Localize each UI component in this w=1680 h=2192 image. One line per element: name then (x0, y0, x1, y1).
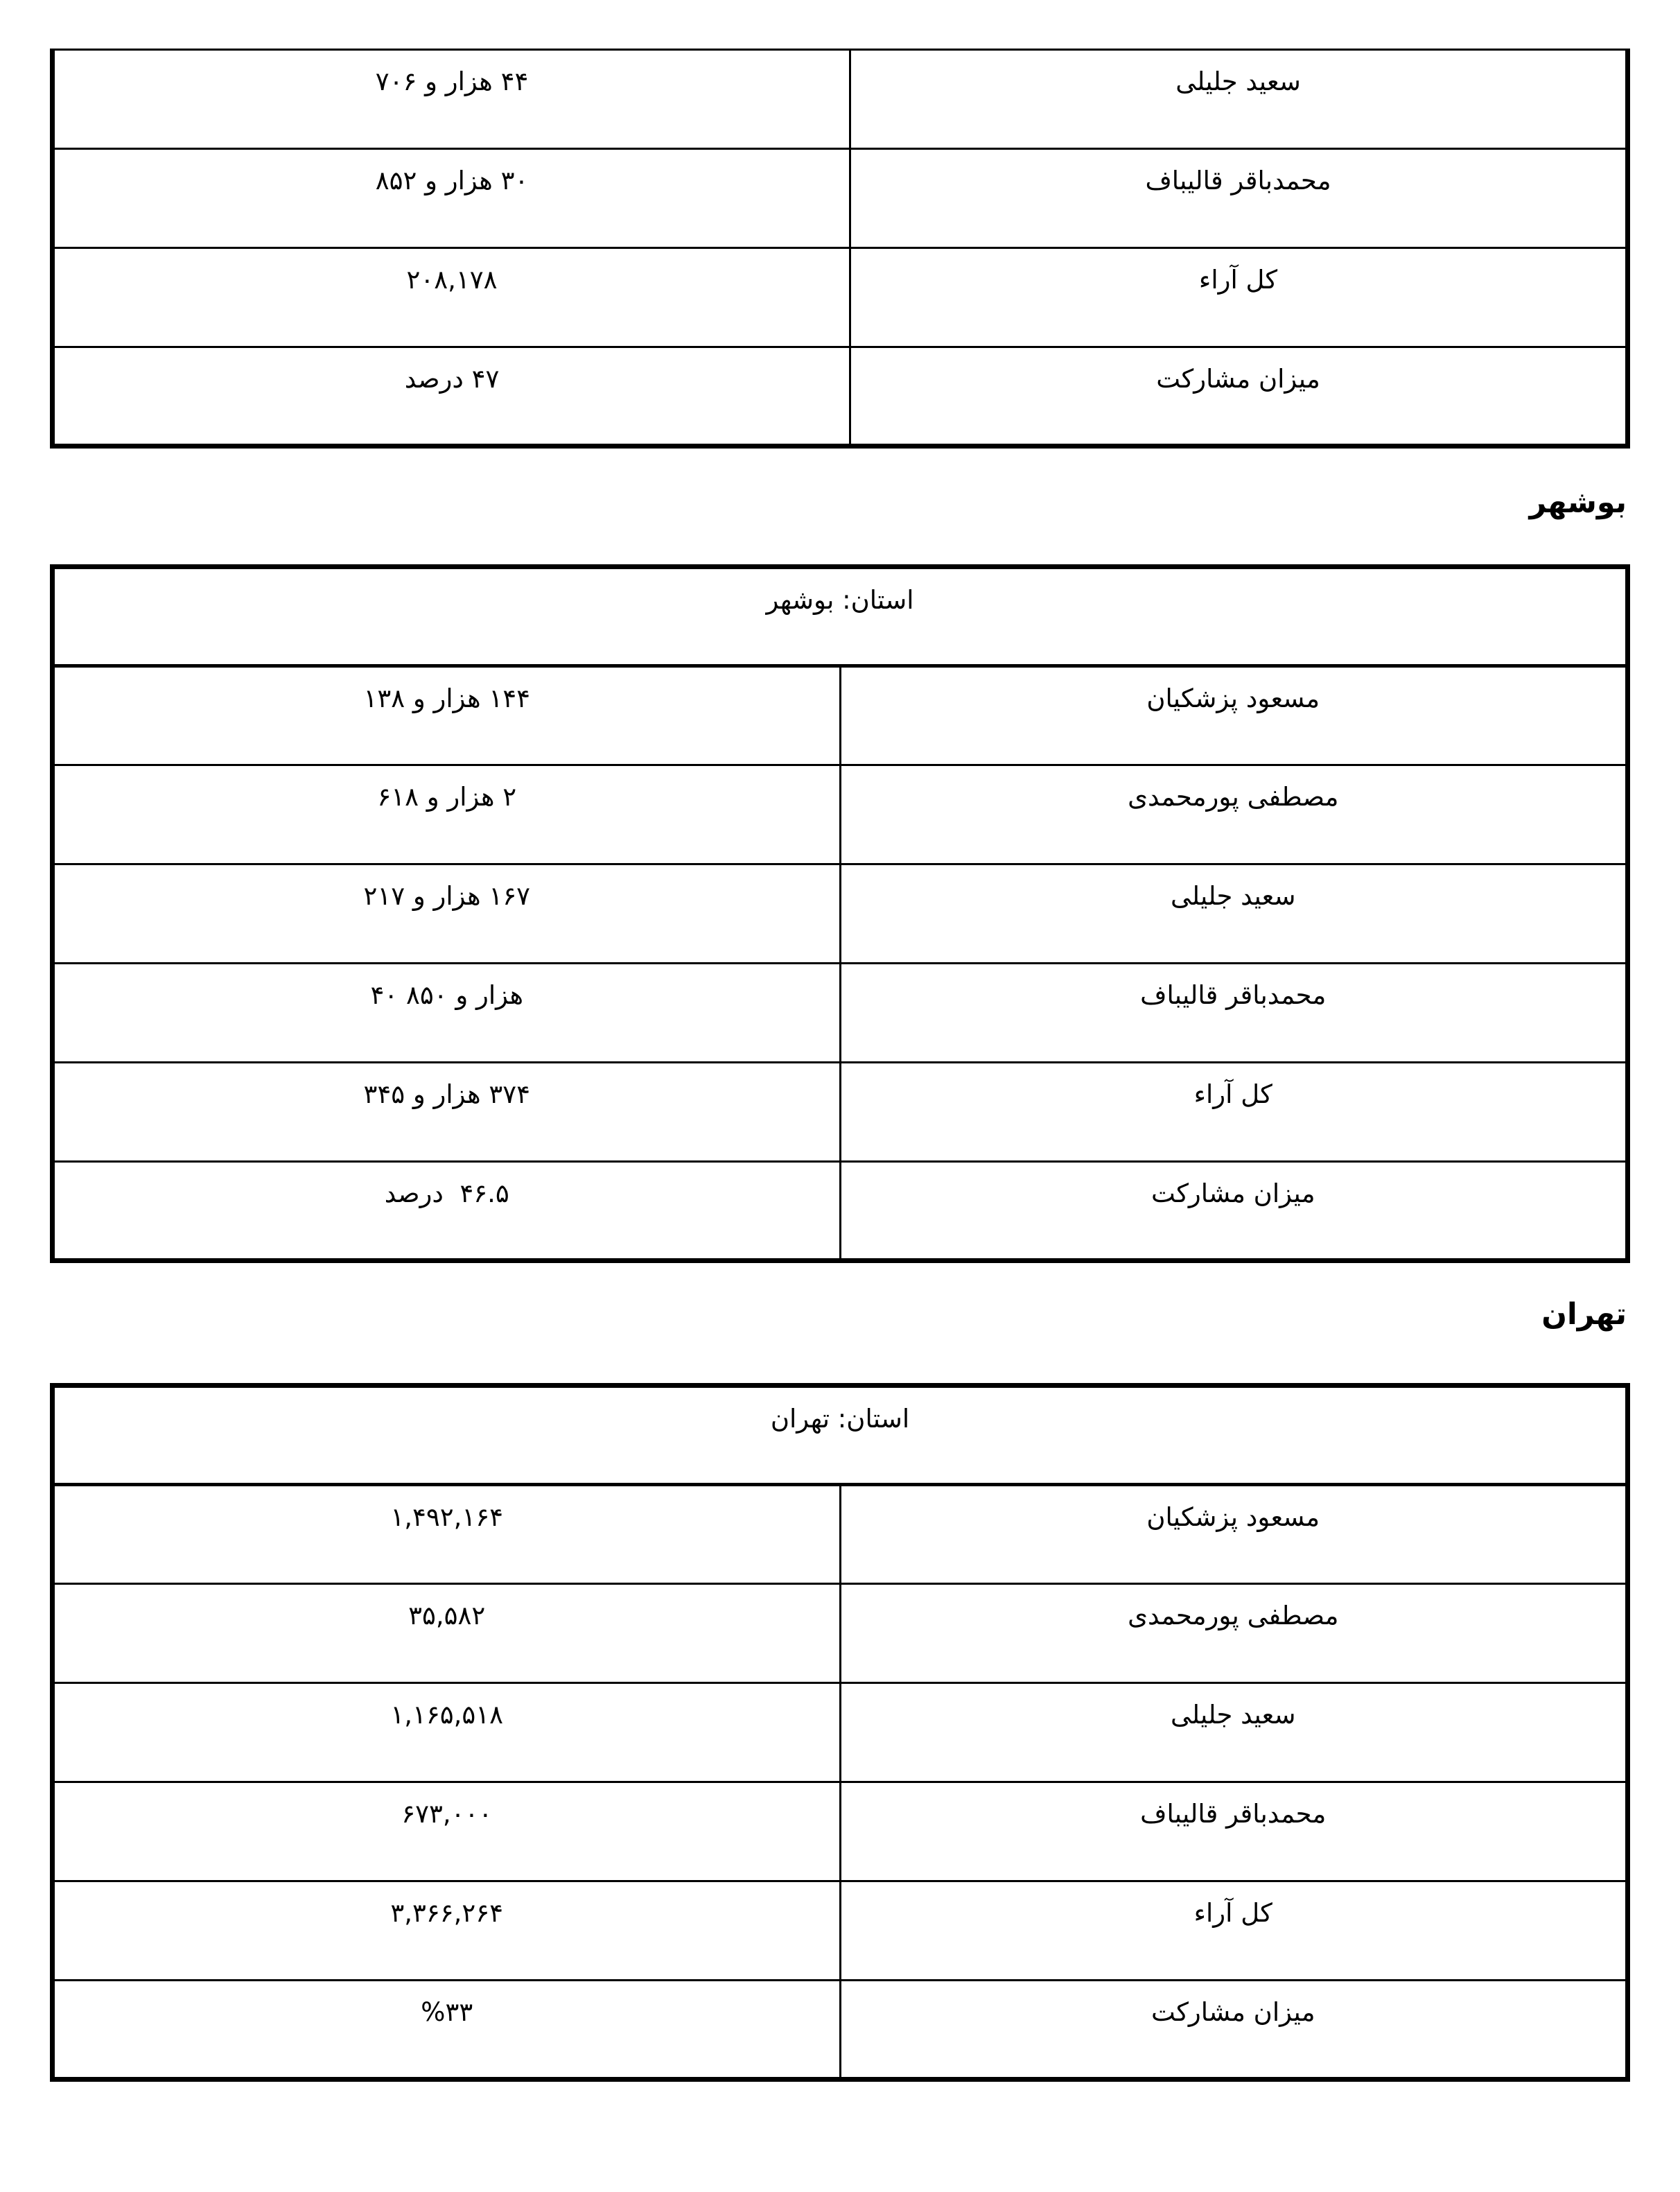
row-value-cell: ۶۷۳,۰۰۰ (53, 1782, 841, 1881)
table-title-cell: استان: تهران (53, 1385, 1628, 1484)
row-label-cell: میزان مشارکت (840, 1162, 1628, 1261)
row-value-cell: ۳۰ هزار و ۸۵۲ (53, 149, 850, 248)
row-label-cell: سعید جلیلی (840, 1682, 1628, 1782)
row-label-cell: سعید جلیلی (850, 50, 1628, 149)
row-value-cell: ۳,۳۶۶,۲۶۴ (53, 1881, 841, 1980)
row-value-cell: ۳۷۴ هزار و ۳۴۵ (53, 1063, 841, 1162)
table-row (53, 1484, 1628, 1583)
row-label-cell: محمدباقر قالیباف (840, 1782, 1628, 1881)
table-row (53, 1583, 1628, 1682)
row-label-cell: سعید جلیلی (840, 864, 1628, 964)
table-title-row (53, 1385, 1628, 1484)
table-title-row (53, 567, 1628, 666)
row-value-cell: ۱۴۴ هزار و ۱۳۸ (53, 666, 841, 765)
table-row (53, 149, 1628, 248)
table-row (53, 1063, 1628, 1162)
row-label-cell: مصطفی پورمحمدی (840, 1583, 1628, 1682)
row-label-cell: مصطفی پورمحمدی (840, 765, 1628, 864)
table-row (53, 1881, 1628, 1980)
table-row (53, 964, 1628, 1063)
row-value-cell: ۱,۴۹۲,۱۶۴ (53, 1484, 841, 1583)
results-table-partial-top (50, 49, 1630, 449)
table-row (53, 1162, 1628, 1261)
row-value-cell: ۴۴ هزار و ۷۰۶ (53, 50, 850, 149)
row-value-cell: هزار و ۸۵۰ ۴۰ (53, 964, 841, 1063)
row-value-cell: ۴۶.۵ درصد (53, 1162, 841, 1261)
row-value-cell: ۱,۱۶۵,۵۱۸ (53, 1682, 841, 1782)
row-label-cell: مسعود پزشکیان (840, 1484, 1628, 1583)
row-label-cell: محمدباقر قالیباف (840, 964, 1628, 1063)
table-row (53, 666, 1628, 765)
table-row (53, 1980, 1628, 2079)
province-heading-bushehr: بوشهر (1529, 485, 1627, 520)
province-heading-tehran: تهران (1541, 1297, 1627, 1332)
table-row (53, 864, 1628, 964)
table-row (53, 50, 1628, 149)
row-value-cell: ۲ هزار و ۶۱۸ (53, 765, 841, 864)
row-value-cell: ۴۷ درصد (53, 347, 850, 446)
table-row (53, 347, 1628, 446)
row-value-cell: ۲۰۸,۱۷۸ (53, 248, 850, 347)
table-row (53, 1782, 1628, 1881)
row-value-cell: ۳۵,۵۸۲ (53, 1583, 841, 1682)
row-value-cell: ۱۶۷ هزار و ۲۱۷ (53, 864, 841, 964)
row-label-cell: کل آراء (850, 248, 1628, 347)
table-title-cell: استان: بوشهر (53, 567, 1628, 666)
row-label-cell: کل آراء (840, 1063, 1628, 1162)
row-label-cell: مسعود پزشکیان (840, 666, 1628, 765)
row-label-cell: میزان مشارکت (850, 347, 1628, 446)
results-table-tehran (50, 1383, 1630, 2082)
row-value-cell: %۳۳ (53, 1980, 841, 2079)
row-label-cell: میزان مشارکت (840, 1980, 1628, 2079)
row-label-cell: محمدباقر قالیباف (850, 149, 1628, 248)
results-table-bushehr (50, 564, 1630, 1263)
row-label-cell: کل آراء (840, 1881, 1628, 1980)
table-row (53, 1682, 1628, 1782)
table-row (53, 765, 1628, 864)
table-row (53, 248, 1628, 347)
